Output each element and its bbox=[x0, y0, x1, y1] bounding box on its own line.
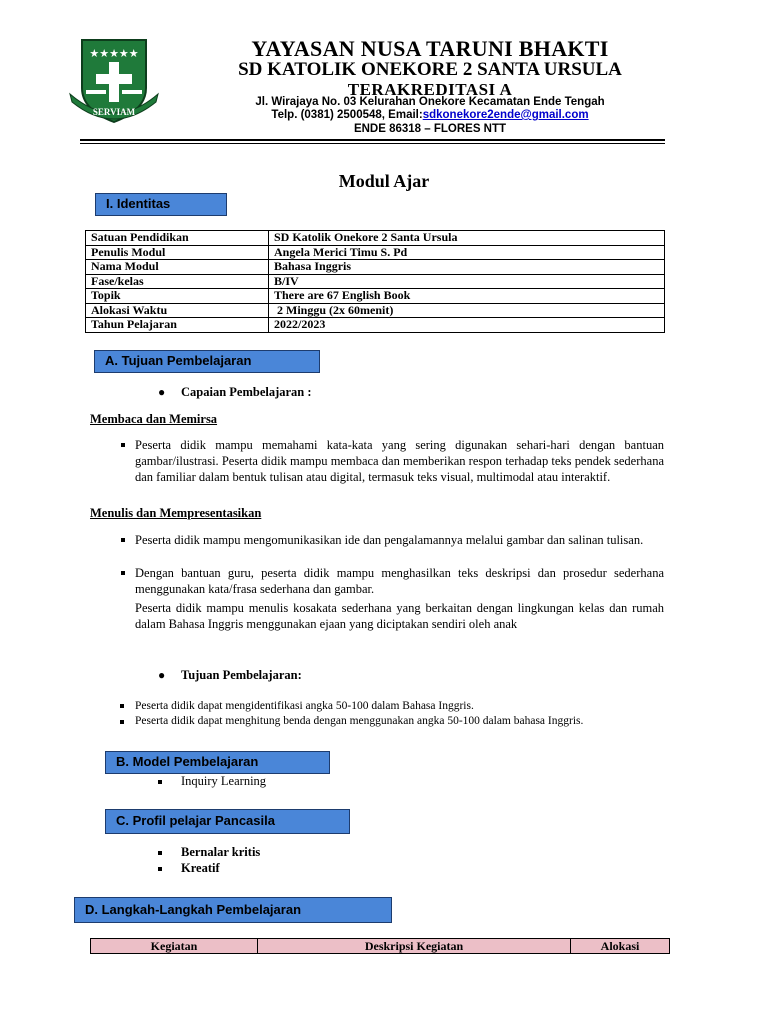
section-model: B. Model Pembelajaran bbox=[105, 751, 330, 774]
table-row bbox=[86, 231, 665, 246]
header-rule-thin bbox=[80, 143, 665, 144]
row-key: Nama Modul bbox=[86, 260, 269, 275]
square-bullet bbox=[120, 704, 124, 708]
menulis-heading: Menulis dan Mempresentasikan bbox=[90, 506, 262, 520]
tujuan-item-1: Peserta didik dapat mengidentifikasi angka 50-100 dalam Bahasa Inggris. bbox=[135, 700, 474, 712]
square-bullet bbox=[158, 780, 162, 784]
school-address: Jl. Wirajaya No. 03 Kelurahan Onekore Kecamatan Ende Tengah bbox=[255, 96, 605, 108]
col-alokasi: Alokasi bbox=[571, 939, 670, 954]
menulis-item-1: Peserta didik mampu mengomunikasikan ide dan pengalamannya melalui gambar dan salinan tulisan. bbox=[135, 533, 644, 547]
row-key: Fase/kelas bbox=[86, 274, 269, 289]
table-row bbox=[86, 303, 665, 318]
header-rule bbox=[80, 139, 665, 141]
document-title: Modul Ajar bbox=[338, 171, 430, 191]
identity-table bbox=[85, 230, 665, 333]
section-tujuan: A. Tujuan Pembelajaran bbox=[94, 350, 320, 373]
square-bullet bbox=[158, 867, 162, 871]
tujuan-item-2: Peserta didik dapat menghitung benda dengan menggunakan angka 50-100 dalam bahasa Inggris. bbox=[135, 715, 584, 727]
row-key: Topik bbox=[86, 289, 269, 304]
svg-text:★★★★★: ★★★★★ bbox=[89, 47, 139, 60]
row-key: Satuan Pendidikan bbox=[86, 231, 269, 246]
row-value: Angela Merici Timu S. Pd bbox=[269, 245, 665, 260]
col-deskripsi: Deskripsi Kegiatan bbox=[258, 939, 571, 954]
row-value: 2022/2023 bbox=[269, 318, 665, 333]
capaian-label: Capaian Pembelajaran : bbox=[181, 385, 312, 399]
col-kegiatan: Kegiatan bbox=[91, 939, 258, 954]
section-profil: C. Profil pelajar Pancasila bbox=[105, 809, 350, 834]
phone-text: Telp. (0381) 2500548, Email: bbox=[271, 109, 423, 121]
square-bullet bbox=[120, 720, 124, 724]
round-bullet: ● bbox=[158, 668, 166, 682]
row-key: Penulis Modul bbox=[86, 245, 269, 260]
profil-item: Kreatif bbox=[181, 861, 220, 875]
membaca-heading: Membaca dan Memirsa bbox=[90, 412, 218, 426]
profil-item: Bernalar kritis bbox=[181, 845, 261, 859]
square-bullet bbox=[121, 443, 125, 447]
row-value: There are 67 English Book bbox=[269, 289, 665, 304]
school-logo bbox=[68, 36, 160, 126]
section-langkah: D. Langkah-Langkah Pembelajaran bbox=[74, 897, 392, 923]
table-row bbox=[86, 245, 665, 260]
school-contact bbox=[170, 109, 690, 121]
accreditation: TERAKREDITASI A bbox=[347, 80, 513, 99]
row-value: Bahasa Inggris bbox=[269, 260, 665, 275]
square-bullet bbox=[121, 571, 125, 575]
table-row bbox=[86, 318, 665, 333]
row-value: 2 Minggu (2x 60menit) bbox=[269, 303, 665, 318]
email-link[interactable]: sdkonekore2ende@gmail.com bbox=[422, 109, 589, 121]
square-bullet bbox=[121, 538, 125, 542]
section-identitas: I. Identitas bbox=[95, 193, 227, 216]
svg-text:SERVIAM: SERVIAM bbox=[92, 107, 136, 117]
table-row bbox=[86, 289, 665, 304]
row-key: Tahun Pelajaran bbox=[86, 318, 269, 333]
square-bullet bbox=[158, 851, 162, 855]
menulis-paragraph: Peserta didik mampu menulis kosakata sederhana yang berkaitan dengan lingkungan kelas dan rumah dalam Bahasa Inggris menggunakan ejaan yang diciptakan sendiri oleh anak bbox=[135, 601, 664, 631]
tujuan-label: Tujuan Pembelajaran: bbox=[181, 668, 302, 682]
row-value: SD Katolik Onekore 2 Santa Ursula bbox=[269, 231, 665, 246]
table-header-row bbox=[91, 939, 670, 954]
menulis-item-2: Dengan bantuan guru, peserta didik mampu menghasilkan teks deskripsi dan prosedur sederhana menggunakan kata/frasa sederhana dan gambar. bbox=[135, 566, 664, 596]
school-city: ENDE 86318 – FLORES NTT bbox=[353, 123, 507, 135]
row-value: B/IV bbox=[269, 274, 665, 289]
model-item: Inquiry Learning bbox=[181, 774, 267, 788]
round-bullet: ● bbox=[158, 385, 166, 399]
school-name: SD KATOLIK ONEKORE 2 SANTA URSULA bbox=[238, 59, 622, 80]
table-row bbox=[86, 274, 665, 289]
org-name: YAYASAN NUSA TARUNI BHAKTI bbox=[251, 36, 609, 61]
table-row bbox=[86, 260, 665, 275]
membaca-item: Peserta didik mampu memahami kata-kata yang sering digunakan sehari-hari dengan bantuan gambar/ilustrasi. Peserta didik mampu membaca dan memberikan respon terhadap teks pendek sederhana dan familiar dalam bentuk tulisan atau digital, termasuk teks visual, multimodal atau interaktif. bbox=[135, 438, 664, 484]
activity-table bbox=[90, 938, 670, 954]
row-key: Alokasi Waktu bbox=[86, 303, 269, 318]
